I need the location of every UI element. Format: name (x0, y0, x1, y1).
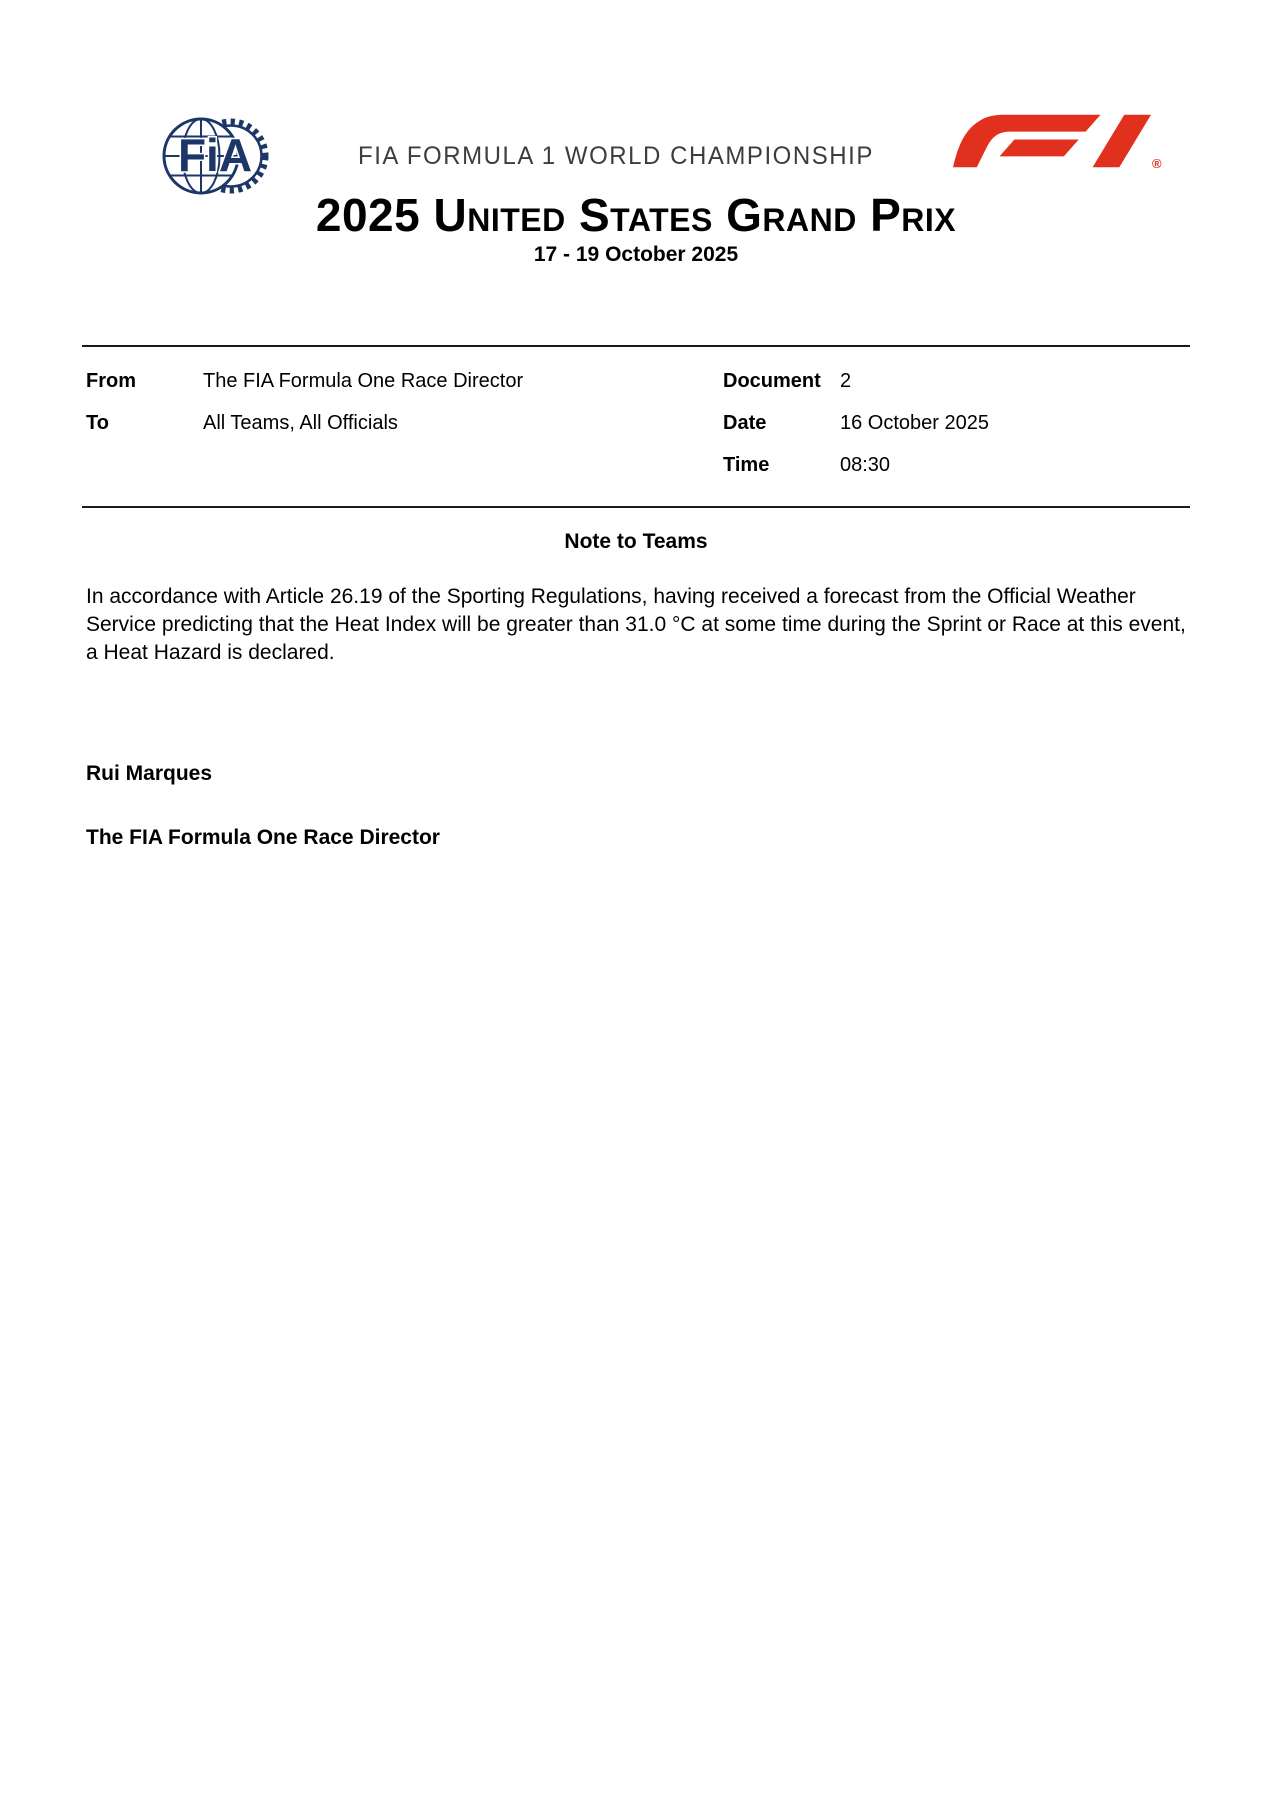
fia-logo-icon (161, 115, 269, 197)
f1-logo-icon (953, 112, 1151, 168)
divider-top (82, 345, 1190, 347)
document-label: Document (723, 370, 821, 392)
to-value: All Teams, All Officials (203, 412, 398, 434)
signature-name: Rui Marques (86, 762, 213, 785)
document-number: 2 (840, 370, 852, 392)
time-value: 08:30 (840, 454, 891, 476)
date-value: 16 October 2025 (840, 412, 989, 434)
from-label: From (86, 370, 136, 392)
fia-logo-text: FiA (177, 129, 253, 181)
date-label: Date (723, 412, 767, 434)
event-title: 2025 United States Grand Prix (315, 189, 957, 241)
f1-registered-mark: ® (1152, 156, 1162, 171)
note-body: In accordance with Article 26.19 of the Sporting Regulations, having received a forecast from the Official Weather Service predicting that the Heat Index will be greater than 31.0 °C at some time during the Sprint or Race at this event, a Heat Hazard is declared. (86, 585, 1186, 664)
event-dates: 17 - 19 October 2025 (533, 243, 739, 266)
to-label: To (86, 412, 109, 434)
time-label: Time (723, 454, 770, 476)
from-value: The FIA Formula One Race Director (203, 370, 524, 392)
championship-title: FIA FORMULA 1 WORLD CHAMPIONSHIP (358, 142, 874, 170)
signature-role: The FIA Formula One Race Director (86, 826, 440, 849)
note-heading: Note to Teams (564, 530, 708, 553)
divider-bottom (82, 506, 1190, 508)
